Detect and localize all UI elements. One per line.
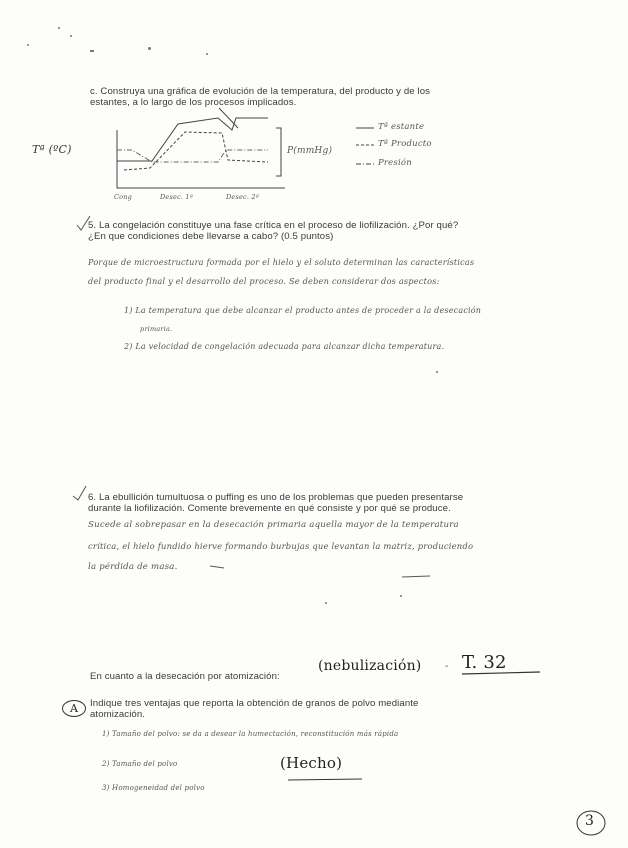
atomizacion-intro: En cuanto a la desecación por atomización: (90, 671, 280, 682)
page-number: 3 (585, 813, 595, 829)
answer-5-line-1: Porque de microestructura formada por el hielo y el soluto determinan las características (88, 257, 475, 267)
answer-6-line-2: crítica, el hielo fundido hierve formando burbujas que levantan la matriz, produciendo (88, 541, 474, 551)
question-6-text (88, 492, 568, 514)
atomizacion-ref: T. 32 (462, 652, 507, 673)
ref-separator: - (445, 661, 449, 672)
question-c-line-2: estantes, a lo largo de los procesos implicados. (90, 97, 297, 108)
atomizacion-answer-2: 2) Tamaño del polvo (102, 760, 178, 768)
a-marker (62, 700, 86, 717)
answer-6-line-3: la pérdida de masa. (88, 562, 178, 572)
atomizacion-hecho: (Hecho) (280, 754, 343, 772)
atomizacion-answer-1: 1) Tamaño del polvo: se da a desear la humectación, reconstitución más rápida (102, 730, 399, 738)
question-6-check-mark (73, 486, 86, 500)
hecho-underline (288, 779, 362, 780)
answer-5-line-2: del producto final y el desarrollo del proceso. Se deben considerar dos aspectos: (88, 276, 440, 286)
graph-x-tick-desec-1: Desec. 1ª (160, 193, 194, 201)
graph-y-axis-label: Tª (ºC) (32, 143, 72, 156)
atomizacion-question (90, 698, 540, 720)
graph-right-label: P(mmHg) (287, 146, 333, 156)
atomizacion-hand-title: (nebulización) (318, 658, 422, 674)
question-5-line-2: ¿En que condiciones debe llevarse a cabo? (0.5 puntos) (88, 231, 334, 242)
graph-x-tick-cong: Cong (114, 193, 133, 201)
question-c-line-1: c. Construya una gráfica de evolución de la temperatura, del producto y de los (90, 86, 431, 97)
graph-legend-shelf: Tª estante (378, 122, 425, 132)
answer-6-line-1: Sucede al sobrepasar en la desecación primaria aquella mayor de la temperatura (88, 520, 459, 530)
question-5-line-1: 5. La congelación constituye una fase crítica en el proceso de liofilización. ¿Por qué? (88, 220, 459, 231)
question-5-text (88, 220, 568, 242)
question-6-line-2: durante la liofilización. Comente brevemente en qué consiste y por qué se produce. (88, 503, 451, 514)
graph-legend-pressure: Presión (378, 158, 412, 168)
atomizacion-answer-3: 3) Homogeneidad del polvo (102, 784, 205, 792)
graph-x-tick-desec-2: Desec. 2ª (226, 193, 260, 201)
answer-5-line-3: 1) La temperatura que debe alcanzar el producto antes de proceder a la desecación (124, 306, 482, 315)
answer-5-line-4: primaria. (140, 325, 173, 333)
atomizacion-question-line-1: Indique tres ventajas que reporta la obtención de granos de polvo mediante (90, 698, 419, 709)
question-6-line-1: 6. La ebullición tumultuosa o puffing es uno de los problemas que pueden presentarse (88, 492, 464, 503)
graph-legend-product: Tª Producto (378, 139, 432, 149)
atomizacion-question-line-2: atomización. (90, 709, 146, 720)
a-marker-letter: A (70, 702, 78, 715)
answer-5-line-5: 2) La velocidad de congelación adecuada para alcanzar dicha temperatura. (124, 342, 445, 351)
